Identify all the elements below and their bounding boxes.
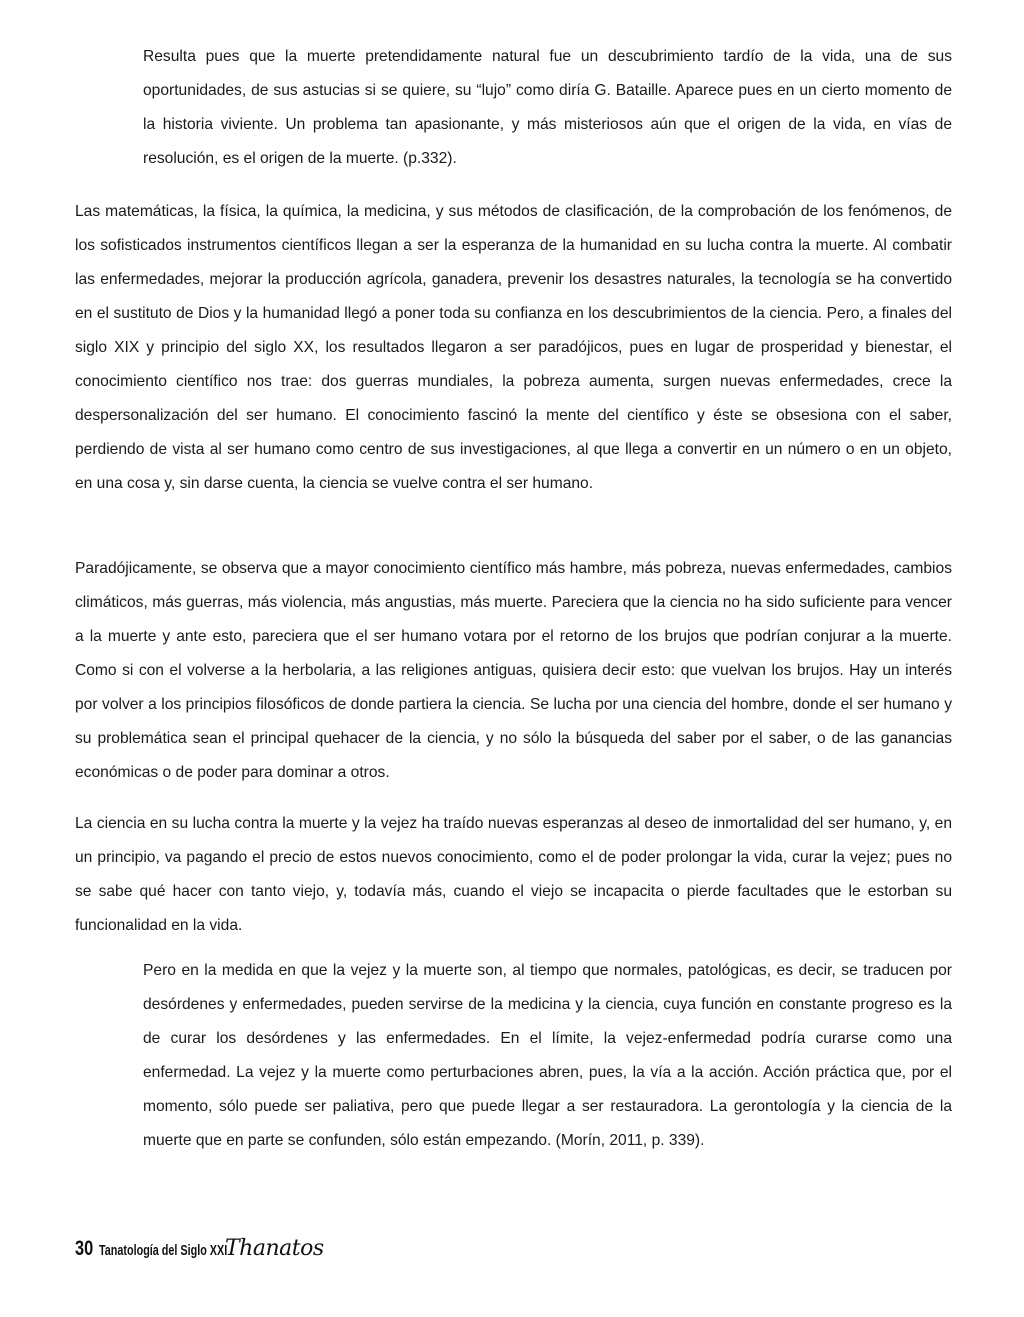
journal-name: Tanatología del Siglo XXI	[99, 1242, 228, 1259]
body-paragraph-old-age: La ciencia en su lucha contra la muerte y la vejez ha traído nuevas esperanzas al deseo de inmortalidad del ser humano, y, en un principio, va pagando el precio de estos nuevos conocimiento, como el de poder prolongar la vida, curar la vejez; pues no se sabe qué hacer con tanto viejo, y, todavía más, cuando el viejo se incapacita o pierde facultades que le estorban su funcionalidad en la vida.	[75, 815, 952, 934]
page-number: 30	[75, 1237, 94, 1260]
block-quote-morin: Pero en la medida en que la vejez y la muerte son, al tiempo que normales, patológicas, es decir, se traducen por desórdenes y enfermedades, pueden servirse de la medicina y la ciencia, cuya función en constante progreso es la de curar los desórdenes y las enfermedades. En el límite, la vejez-enfermedad podría curarse como una enfermedad. La vejez y la muerte como perturbaciones abren, pues, la vía a la acción. Acción práctica que, por el momento, sólo puede ser paliativa, pero que puede llegar a ser restauradora. La gerontología y la ciencia de la muerte que en parte se confunden, sólo están empezando. (Morín, 2011, p. 339).	[143, 962, 952, 1149]
block-quote-bataille: Resulta pues que la muerte pretendidamente natural fue un descubrimiento tardío de la vida, una de sus oportunidades, de sus astucias si se quiere, su “lujo” como diría G. Bataille. Aparece pues en un cierto momento de la historia viviente. Un problema tan apasionante, y más misteriosos aún que el origen de la vida, en vías de resolución, es el origen de la muerte. (p.332).	[143, 48, 952, 167]
body-paragraph-paradox: Paradójicamente, se observa que a mayor conocimiento científico más hambre, más pobreza, nuevas enfermedades, cambios climáticos, más guerras, más violencia, más angustias, más muerte. Pareciera que la ciencia no ha sido suficiente para vencer a la muerte y ante esto, pareciera que el ser humano votara por el retorno de los brujos que podrían conjurar a la muerte. Como si con el volverse a la herbolaria, a las religiones antiguas, quisiera decir esto: que vuelvan los brujos. Hay un interés por volver a los principios filosóficos de donde partiera la ciencia. Se lucha por una ciencia del hombre, donde el ser humano y su problemática sean el principal quehacer de la ciencia, y no sólo la búsqueda del saber por el saber, o de las ganancias económicas o de poder para dominar a otros.	[75, 560, 952, 781]
page-footer	[75, 1236, 324, 1276]
body-paragraph-science-hope: Las matemáticas, la física, la química, la medicina, y sus métodos de clasificación, de la comprobación de los fenómenos, de los sofisticados instrumentos científicos llegan a ser la esperanza de la humanidad en su lucha contra la muerte. Al combatir las enfermedades, mejorar la producción agrícola, ganadera, prevenir los desastres naturales, la tecnología se ha convertido en el sustituto de Dios y la humanidad llegó a poner toda su confianza en los descubrimientos de la ciencia. Pero, a finales del siglo XIX y principio del siglo XX, los resultados llegaron a ser paradójicos, pues en lugar de prosperidad y bienestar, el conocimiento científico nos trae: dos guerras mundiales, la pobreza aumenta, surgen nuevas enfermedades, crece la despersonalización del ser humano. El conocimiento fascinó la mente del científico y éste se obsesiona con el saber, perdiendo de vista al ser humano como centro de sus investigaciones, al que llega a convertir en un número o en un objeto, en una cosa y, sin darse cuenta, la ciencia se vuelve contra el ser humano.	[75, 203, 952, 492]
thanatos-logo: Thanatos	[225, 1236, 324, 1261]
